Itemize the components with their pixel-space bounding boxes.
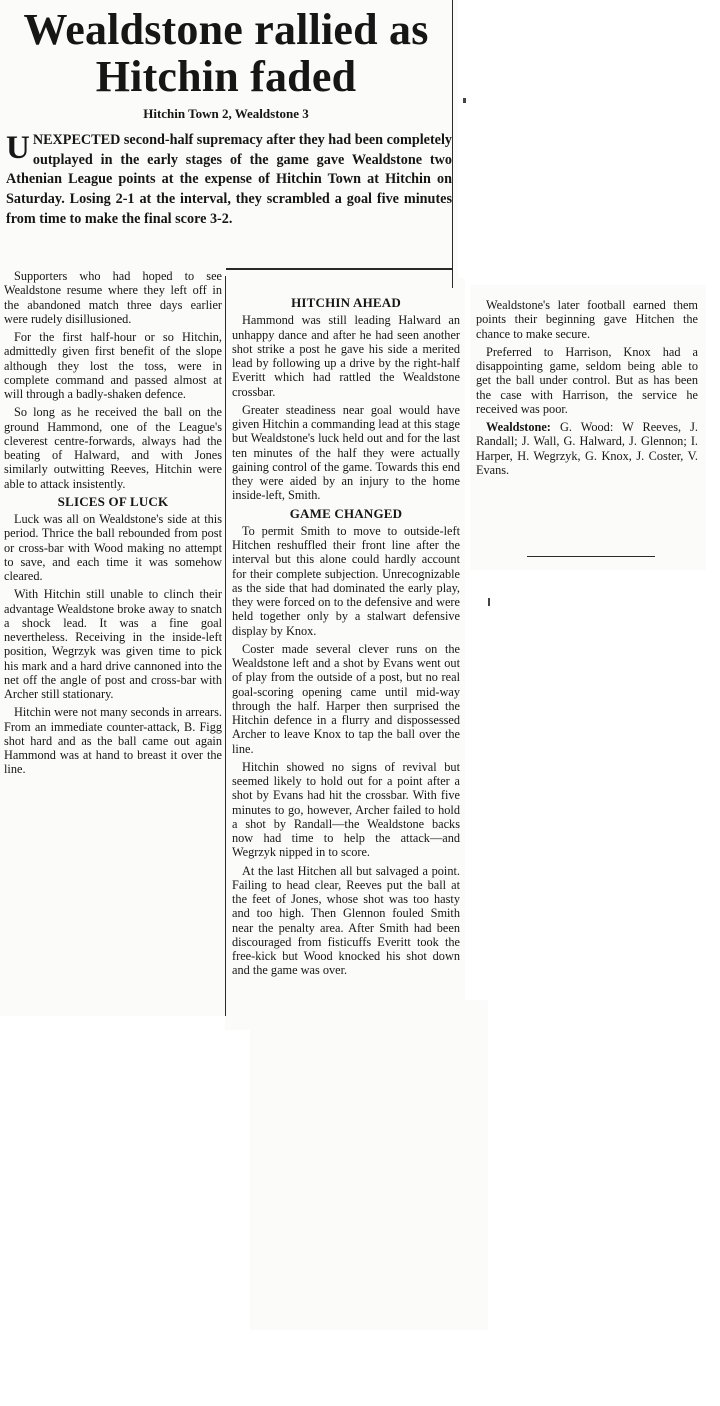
paragraph: With Hitchin still unable to clinch their advantage Wealdstone broke away to snatch a shock lead. It was a fine goal nevertheless. Receiving in the inside-left position, Wegrzyk was given time to pick his mark and a hard drive cannoned into the net off the angle of post and cross-bar with Archer still stationary. xyxy=(4,587,222,701)
paragraph: Hitchin showed no signs of revival but seemed likely to hold out for a point after a shot by Evans had hit the crossbar. With five minutes to go, however, Archer failed to hold a shot by Randall—the Wealdstone backs now had time to help the attack—and Wegrzyk nipped in to score. xyxy=(232,759,460,860)
paragraph: Coster made several clever runs on the Wealdstone left and a shot by Evans went out of play from the outside of a post, but no real goal-scoring opening came until mid-way through the half. Harper then surprised the Hitchin defence in a flurry and dispossessed Archer to leave Knox to tap the ball over the line. xyxy=(232,641,460,756)
drop-cap: U xyxy=(6,130,30,166)
match-score-subheading: Hitchin Town 2, Wealdstone 3 xyxy=(143,106,309,121)
paragraph: For the first half-hour or so Hitchin, admittedly given first benefit of the slope although they lost the toss, were in complete command and passed almost at will through a badly-shaken defence. xyxy=(4,330,222,401)
column-divider-rule xyxy=(225,276,226,1016)
paragraph: At the last Hitchen all but salvaged a point. Failing to head clear, Reeves put the ball at the feet of Jones, whose shot was too hasty and too high. Then Glennon fouled Smith near the penalty area. After Smith had been discouraged from fisticuffs Everitt took the free-kick but Wood knocked his shot down and the game was over. xyxy=(232,863,460,978)
section-heading-hitchin-ahead: HITCHIN AHEAD xyxy=(291,295,401,310)
team-lineup xyxy=(476,420,698,477)
right-border-rule xyxy=(452,0,453,288)
headline-line-2: Hitchin faded xyxy=(95,52,357,101)
column-1 xyxy=(4,269,222,781)
paragraph: So long as he received the ball on the ground Hammond, one of the League's cleverest centre-forwards, always had the beating of Halward, and with Jones similarly outwitting Reeves, Hitchin were able to attack insistently. xyxy=(4,405,222,491)
section-heading-slices-of-luck: SLICES OF LUCK xyxy=(57,493,169,509)
paragraph: Luck was all on Wealdstone's side at this period. Thrice the ball rebounded from post or cross-bar with Wood making no attempt to save, and each time it was somehow cleared. xyxy=(4,512,222,583)
headline xyxy=(0,6,452,100)
column-3 xyxy=(476,298,698,481)
column-2 xyxy=(232,294,460,982)
team-label: Wealdstone: xyxy=(486,420,551,434)
paragraph: Preferred to Harrison, Knox had a disappointing game, seldom being able to get the ball under control. But as has been the case with Harrison, the service he received was poor. xyxy=(476,344,698,416)
paragraph: Supporters who had hoped to see Wealdstone resume where they left off in the abandoned match three days earlier were rudely disillusioned. xyxy=(4,269,222,326)
paragraph: Greater steadiness near goal would have given Hitchin a commanding lead at this stage but Wealdstone's luck held out and for the last ten minutes of the half they were actually gaining control of the game. Towards this end they were aided by an injury to the home inside-left, Smith. xyxy=(232,402,460,503)
lede-paragraph xyxy=(6,131,452,230)
paragraph: Hitchin were not many seconds in arrears. From an immediate counter-attack, B. Figg shot hard and as the ball came out again Hammond was at hand to breast it over the line. xyxy=(4,705,222,777)
lede-bottom-rule xyxy=(226,268,452,270)
paragraph: Hammond was still leading Halward an unhappy dance and after he had seen another shot strike a post he gave his side a merited lead by following up a drive by the right-half Everitt which had rattled the Wealdstone crossbar. xyxy=(232,313,460,399)
paragraph: To permit Smith to move to outside-left Hitchen reshuffled their front line after the interval but this alone could hardly account for their complete subjection. Unrecognizable as the side that had dominated the early play, they were forced on to the defensive and were held together only by a stalwart defensive display by Knox. xyxy=(232,523,460,638)
headline-line-1: Wealdstone rallied as xyxy=(23,5,429,54)
team-list: G. Wood: W Reeves, J. Randall; J. Wall, G. Halward, J. Glennon; I. Harper, H. Wegrzyk, G. Knox, J. Coster, V. Evans. xyxy=(476,420,698,477)
lede-text: NEXPECTED second-half supremacy after they had been completely outplayed in the early stages of the game gave Wealdstone two Athenian League points at the expense of Hitchin Town at Hitchin on Saturday. Losing 2-1 at the interval, they scrambled a goal five minutes from time to make the final score 3-2. xyxy=(6,132,453,227)
print-speck xyxy=(463,98,466,103)
paragraph: Wealdstone's later football earned them points their beginning gave Hitchen the chance to make secure. xyxy=(476,298,698,341)
section-heading-game-changed: GAME CHANGED xyxy=(289,505,403,521)
end-rule xyxy=(527,556,655,557)
clipping-middle-column-bottom xyxy=(250,1000,488,1330)
print-speck xyxy=(488,598,490,606)
